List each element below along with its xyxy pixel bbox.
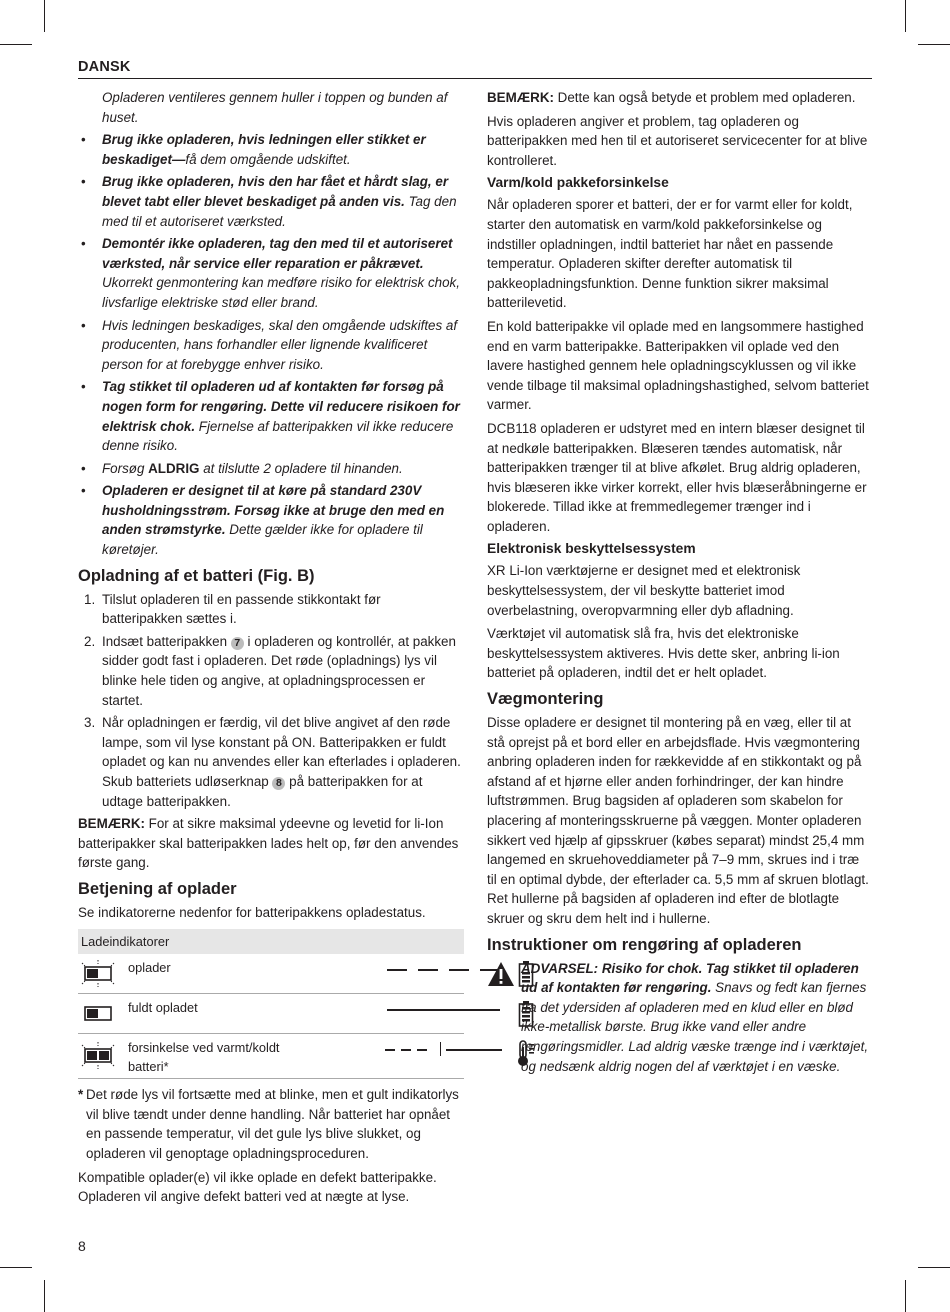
crop-mark xyxy=(905,0,906,32)
step-number: 2. xyxy=(84,633,96,649)
bullet-text: Ukorrekt genmontering kan medføre risiko for elektrisk chok, livsfarlige elektriske stød eller brand. xyxy=(102,275,460,310)
crop-mark xyxy=(905,1280,906,1312)
table-row xyxy=(78,954,464,994)
note-label: BEMÆRK: xyxy=(78,816,145,832)
row-label: fuldt opladet xyxy=(128,1000,198,1016)
figure-reference: 7 xyxy=(231,637,244,650)
warning-text: Snavs og fedt kan fjernes fra det ydersiden af opladeren med en klud eller en blød ikke-metallisk børste. Brug ikke vand eller andre rengøringsmidler. Lad aldrig væske trænge ind i værktøjet, og nedsænk aldrig nogen del af værktøjet i en væske. xyxy=(521,980,869,1074)
bullet-emphasis: ALDRIG xyxy=(148,460,200,476)
step-number: 3. xyxy=(84,715,96,731)
row-label: forsinkelse ved varmt/koldt batteri* xyxy=(128,1040,280,1075)
left-column xyxy=(78,88,464,1211)
step-text: Tilslut opladeren til en passende stikkontakt før batteripakken sættes i. xyxy=(102,591,381,627)
bullet-text: Tag den med til et autoriseret værksted. xyxy=(102,193,457,229)
row-label: oplader xyxy=(128,960,171,976)
step-item xyxy=(78,713,464,811)
table-row xyxy=(78,994,464,1034)
solid-line xyxy=(387,1009,500,1011)
charging-heading: Opladning af et batteri (Fig. B) xyxy=(78,566,315,585)
note-paragraph xyxy=(78,814,464,873)
dual-indicator-icon xyxy=(80,1040,116,1070)
safety-bullet xyxy=(78,234,464,312)
right-column xyxy=(487,88,872,1076)
safety-bullet xyxy=(78,481,464,559)
hotcold-paragraph: Når opladeren sporer et batteri, der er for varmt eller for koldt, starter den automatisk en varm/kold pakkeforsinkelse og indstiller opladningen, indtil batteriet har nået en passende temperatur. Opladeren skifter derefter automatisk til pakkeopladningsfunktion. Denne funktion sikrer maksimal batterilevetid. xyxy=(487,197,853,311)
safety-bullet xyxy=(78,316,464,375)
step-text: i opladeren og kontrollér, at pakken sidder godt fast i opladeren. Det røde (opladnings) lys vil blinke hele tiden og angive, at opladningsprocessen er startet. xyxy=(102,633,456,708)
bullet-text: Fjernelse af batteripakken vil ikke reducere denne risiko. xyxy=(102,418,454,454)
page-header xyxy=(78,58,872,79)
wall-text: Disse opladere er designet til montering på en væg, eller til at stå oprejst på et bord eller en arbejdsflade. Hvis vægmontering anbring opladeren inden for rækkevidde af en stikkontakt og på afstand af et hjørne eller anden forhindringer, der kan hindre luftstrømmen. Brug bagsiden af opladeren som skabelon for placering af monteringsskruerne på væggen. Monter opladeren sikkert ved hjælp af gipsskruer (købes separat) mindst 25,4 mm langemed en skruehoveddiameter på 7–9 mm, skrues ind i træ til en optimal dybde, der efterlader ca. 5,5 mm af skruen blotlagt. Ret hullerne på bagsiden af opladeren ind efter de blotlagte skruer og skru dem helt ind i hullerne. xyxy=(487,715,869,926)
safety-bullet-list xyxy=(78,130,464,559)
safety-bullet xyxy=(78,172,464,231)
charging-steps xyxy=(78,590,464,812)
solid-indicator-icon xyxy=(80,998,116,1028)
crop-mark xyxy=(0,44,32,45)
flashing-indicator-icon xyxy=(80,958,116,988)
bullet-text: Hvis ledningen beskadiges, skal den omgående udskiftes af producenten, hans forhandler eller lignende kvalificeret person for at forebygge enhver risiko. xyxy=(102,317,458,372)
operation-heading: Betjening af oplader xyxy=(78,879,237,898)
crop-mark xyxy=(918,1267,950,1268)
divider-tick xyxy=(440,1042,441,1056)
page-number: 8 xyxy=(78,1238,86,1254)
dash-segment xyxy=(385,1049,395,1051)
electronic-heading: Elektronisk beskyttelsessystem xyxy=(487,541,696,557)
note-text: Dette kan også betyde et problem med opladeren. xyxy=(553,90,856,105)
footnote-mark: * xyxy=(78,1087,84,1103)
safety-bullet xyxy=(78,377,464,455)
bullet-bold: Brug ikke opladeren, hvis den har fået et hårdt slag, er blevet tabt eller blevet beskadiget på anden vis. xyxy=(102,174,449,209)
crop-mark xyxy=(918,44,950,45)
crop-mark xyxy=(44,0,45,32)
table-header: Ladeindikatorer xyxy=(78,929,464,955)
cleaning-heading: Instruktioner om rengøring af opladeren xyxy=(487,935,802,954)
note-label: BEMÆRK: xyxy=(487,90,554,105)
safety-bullet xyxy=(78,130,464,169)
step-item xyxy=(78,590,464,629)
note-paragraph xyxy=(487,88,872,108)
hotcold-paragraph: En kold batteripakke vil oplade med en langsommere hastighed end en varm batteripakke. Batteripakken vil oplade ved den lavere hastighed gennem hele opladningscyklussen og vil ikke vende tilbage til maksimal opladningshastighed, selvom batteriet varmer. xyxy=(487,318,869,413)
bullet-text: Forsøg xyxy=(102,460,149,476)
step-text: Indsæt batteripakken xyxy=(102,633,231,649)
dash-segment xyxy=(417,1049,427,1051)
warning-bold: ADVARSEL: Risiko for chok. Tag stikket til opladeren ud af kontakten før rengøring. xyxy=(521,960,859,996)
wall-heading: Vægmontering xyxy=(487,690,604,709)
dash-segment xyxy=(449,969,469,971)
operation-text: Se indikatorerne nedenfor for batteripakkens opladestatus. xyxy=(78,904,426,920)
closing-text: Kompatible oplader(e) vil ikke oplade en defekt batteripakke. Opladeren vil angive defekt batteri ved at nægte at lyse. xyxy=(78,1169,437,1205)
bullet-bold: Demontér ikke opladeren, tag den med til et autoriseret værksted, når service eller reparation er påkrævet. xyxy=(102,236,453,271)
step-number: 1. xyxy=(84,591,96,607)
footnote-text: Det røde lys vil fortsætte med at blinke, men et gult indikatorlys vil blive tændt under denne handling. Når batteriet har opnået en passende temperatur, vil det gule lys blive slukket, og opladeren vil genoptage opladningsproceduren. xyxy=(86,1087,459,1161)
bullet-bold: Tag stikket til opladeren ud af kontakten før forsøg på nogen form for rengøring. Dette vil reducere risikoen for elektrisk chok. xyxy=(102,379,460,434)
safety-bullet xyxy=(78,459,464,479)
electronic-paragraph: Værktøjet vil automatisk slå fra, hvis det elektroniske beskyttelsessystem aktiveres. Hvis dette sker, anbring li-ion batteriet på opladeren, indtil det er helt opladet. xyxy=(487,626,840,681)
dash-segment xyxy=(387,969,407,971)
indicator-table xyxy=(78,929,464,1080)
bullet-bold: Brug ikke opladeren, hvis ledningen eller stikket er beskadiget— xyxy=(102,132,426,167)
step-text: Når opladningen er færdig, vil det blive angivet af den røde lampe, som vil lyse konstant på ON. Batteripakken er fuldt opladet og kan nu anvendes eller kan efterlades i opladeren. Skub batteriets udløserknap xyxy=(102,715,461,789)
language-label: DANSK xyxy=(78,59,131,75)
dash-segment xyxy=(401,1049,411,1051)
bullet-bold: Opladeren er designet til at køre på standard 230V husholdningsstrøm. Forsøg ikke at bruge den med en anden strømstyrke. xyxy=(102,483,445,538)
dash-segment xyxy=(418,969,438,971)
hotcold-heading: Varm/kold pakkeforsinkelse xyxy=(487,175,669,191)
bullet-text: at tilslutte 2 opladere til hinanden. xyxy=(199,460,403,476)
crop-mark xyxy=(44,1280,45,1312)
footnote xyxy=(78,1085,464,1163)
note-text: For at sikre maksimal ydeevne og levetid for li-Ion batteripakker skal batteripakken lades helt op, før den anvendes første gang. xyxy=(78,816,459,871)
hotcold-paragraph: DCB118 opladeren er udstyret med en intern blæser designet til at nedkøle batteripakken. Blæseren tændes automatisk, når batteripakken trænger til at blive afkølet. Brug aldrig opladeren, hvis blæseren ikke virker korrekt, eller hvis blæseråbningerne er blokerede. Tillad ikke at fremmedlegemer trænger ind i opladeren. xyxy=(487,420,867,534)
intro-text: Opladeren ventileres gennem huller i toppen og bunden af huset. xyxy=(102,90,448,125)
warning-block xyxy=(487,959,872,1077)
table-row xyxy=(78,1034,464,1079)
crop-mark xyxy=(0,1267,32,1268)
warning-triangle-icon xyxy=(487,961,515,987)
step-text: på batteripakken for at udtage batteripakken. xyxy=(102,774,423,809)
electronic-paragraph: XR Li-Ion værktøjerne er designet med et elektronisk beskyttelsessystem, der vil beskytte batteriet imod overbelastning, overopvarmning eller dyb afladning. xyxy=(487,563,801,618)
figure-reference: 8 xyxy=(272,777,285,790)
bullet-text: få dem omgående udskiftet. xyxy=(185,151,351,167)
problem-text: Hvis opladeren angiver et problem, tag opladeren og batteripakken med hen til et autoriseret servicecenter for at blive kontrolleret. xyxy=(487,113,868,168)
bullet-text: Dette gælder ikke for opladere til køretøjer. xyxy=(102,522,423,558)
step-item xyxy=(78,632,464,710)
